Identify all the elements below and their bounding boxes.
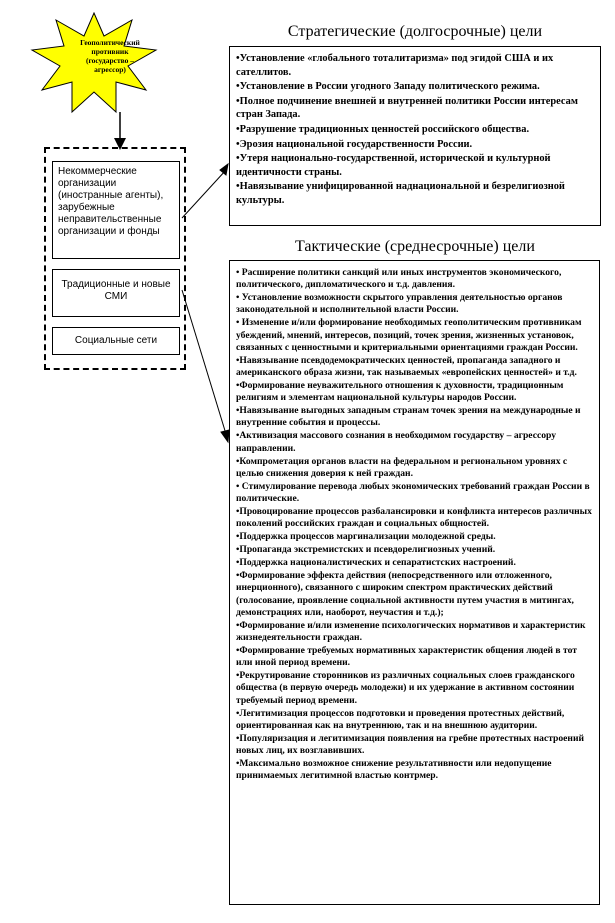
strategic-goals-list [236, 52, 594, 208]
tactical-goal-item: • Изменение и/или формирование необходимых геополитическим противникам убеждений, мнений, интересов, позиций, точек зрения, жизненных установок, связанных с ценностными и критериальными ориентациями граждан России. [236, 317, 582, 353]
tactical-goal-item: •Поддержка националистических и сепаратистских настроений. [236, 557, 516, 569]
tactical-goal-item: •Пропаганда экстремистских и псевдорелигиозных учений. [236, 544, 496, 556]
tactical-goal-item: • Расширение политики санкций или иных инструментов экономического, политического, дипломатического и т.д. давления. [236, 267, 562, 291]
tactical-goals-list [236, 267, 593, 782]
tactical-goal-item: •Рекрутирование сторонников из различных социальных слоев гражданского общества (в первую очередь молодежи) и их удержание в активном состоянии требуемый период времени. [236, 670, 575, 706]
strategic-goals-title: Стратегические (долгосрочные) цели [287, 23, 543, 40]
strategic-goal-item: •Навязывание унифицированной наднациональной и безрелигиозной культуры. [236, 181, 565, 206]
tactical-goal-item: •Формирование и/или изменение психологических нормативов и характеристик жизнедеятельности граждан. [236, 619, 586, 644]
strategic-goals-box [229, 46, 601, 226]
tactical-goals-box [229, 260, 600, 905]
strategic-goal-item: •Разрушение традиционных ценностей российского общества. [236, 123, 530, 135]
tactical-goal-item: •Легитимизация процессов подготовки и проведения протестных действий, ориентированная как на внутреннюю, так и на внешнюю аудитории. [236, 707, 565, 731]
tactical-goal-item: •Компрометация органов власти на федеральном и региональном уровнях с целью снижения доверия к ней граждан. [236, 455, 568, 479]
arrow-to-strategic [220, 164, 228, 175]
adversary-label: Геополитический противник (государство – агрессор) [80, 38, 140, 74]
tactical-goal-item: •Навязывание выгодных западным странам точек зрения на международные и внутренние события и процессы. [236, 405, 581, 429]
down-arrow [110, 112, 130, 152]
actor-ngo-box: Некоммерческие организации (иностранные агенты), зарубежные неправительственные организации и фонды [52, 161, 180, 259]
tactical-goal-item: • Стимулирование перевода любых экономических требований граждан России в политические. [236, 480, 590, 505]
tactical-goal-item: •Формирование требуемых нормативных характеристик общения людей в тот или иной период времени. [236, 645, 577, 669]
tactical-goal-item: •Активизация массового сознания в необходимом государству – агрессору направлении. [236, 430, 557, 454]
arrow-to-tactical [221, 430, 229, 442]
tactical-goal-item: •Навязывание псевдодемократических ценностей, пропаганда западного и американского образа жизни, так называемых «европейских ценностей» и т.д. [236, 354, 577, 379]
tactical-goal-item: •Максимально возможное снижение результативности или недопущение принимаемых легитимной властью контрмер. [236, 758, 552, 782]
tactical-goal-item: •Популяризация и легитимизация появления на гребне протестных настроений новых лиц, их возглавивших. [236, 732, 585, 757]
tactical-goal-item: •Поддержка процессов маргинализации молодежной среды. [236, 531, 496, 543]
strategic-goal-item: •Эрозия национальной государственности России. [236, 138, 473, 150]
strategic-goal-item: •Установление в России угодного Западу политического режима. [236, 81, 540, 93]
actor-social-networks-box: Социальные сети [52, 327, 180, 355]
tactical-goal-item: •Формирование неуважительного отношения к духовности, традиционным религиям и элементам национальной культуры народов России. [236, 380, 564, 404]
actor-media-box: Традиционные и новые СМИ [52, 269, 180, 317]
strategic-goal-item: •Утеря национально-государственной, исторической и культурной идентичности страны. [236, 153, 551, 178]
tactical-goal-item: •Провоцирование процессов разбалансировки и конфликта интересов различных поколений российских граждан и социальных общностей. [236, 506, 592, 530]
tactical-goal-item: • Установление возможности скрытого управления деятельностью органов законодательной и исполнительной власти России. [236, 292, 563, 316]
strategic-goal-item: •Полное подчинение внешней и внутренней политики России интересам стран Запада. [236, 95, 578, 121]
strategic-goal-item: •Установление «глобального тоталитаризма» под эгидой США и их сателлитов. [236, 53, 554, 78]
tactical-goal-item: •Формирование эффекта действия (непосредственного или отложенного, инерционного), связанного с широким спектром практических действий (голосование, проявление социальной активности путем участия в митингах, демонстрациях или, наоборот, неучастия и т.д.); [236, 570, 574, 618]
tactical-goals-title: Тактические (среднесрочные) цели [295, 238, 535, 255]
